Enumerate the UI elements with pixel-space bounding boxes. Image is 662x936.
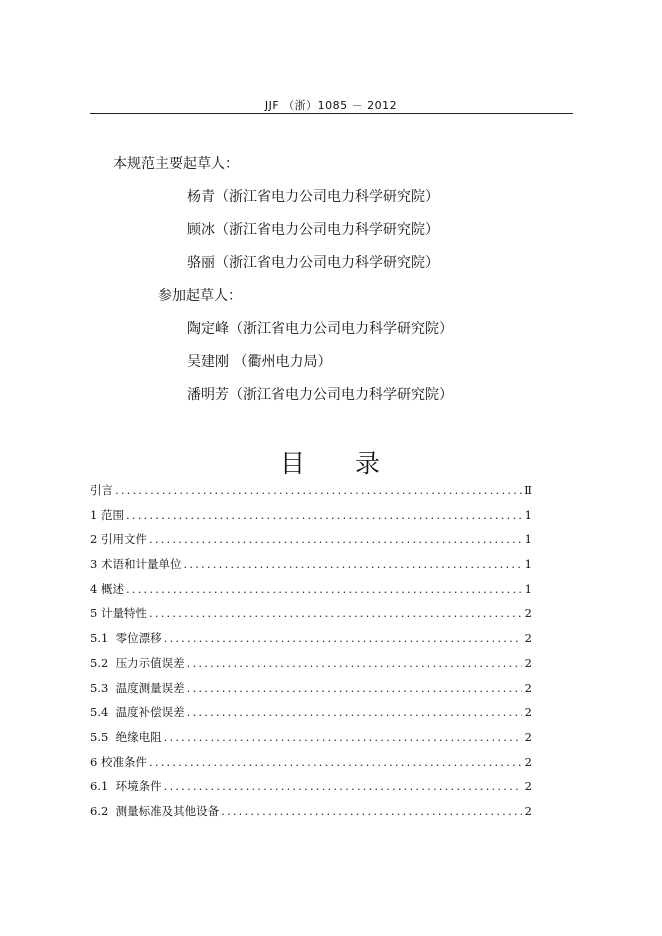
toc-entry-page: 2 xyxy=(524,655,532,670)
main-drafters-heading: 本规范主要起草人： xyxy=(113,156,239,172)
participating-drafters-heading: 参加起草人： xyxy=(158,288,242,304)
toc-entry-page: Ⅱ xyxy=(524,483,532,497)
toc-entry-page: 2 xyxy=(524,803,532,818)
toc-leader-dots xyxy=(221,799,522,824)
toc-entry-label: 5.5 绝缘电阻 xyxy=(90,729,162,744)
main-drafter: 骆丽（浙江省电力公司电力科学研究院） xyxy=(187,255,439,271)
toc-leader-dots xyxy=(126,503,522,528)
main-drafter: 顾冰（浙江省电力公司电力科学研究院） xyxy=(187,222,439,238)
toc-entry[interactable] xyxy=(90,725,532,750)
toc-leader-dots xyxy=(164,626,522,651)
header-divider xyxy=(90,113,573,114)
toc-entry-page: 2 xyxy=(524,606,532,621)
toc-entry-label: 4 概述 xyxy=(90,581,124,596)
toc-entry-label: 5.4 温度补偿误差 xyxy=(90,705,185,720)
toc-entry-label: 引言 xyxy=(90,483,113,497)
toc-title-left: 目 xyxy=(279,449,307,478)
toc-leader-dots xyxy=(149,750,522,775)
main-drafter: 杨青（浙江省电力公司电力科学研究院） xyxy=(187,189,439,205)
participating-drafter: 吴建刚 （衢州电力局） xyxy=(187,354,332,370)
toc-entry-page: 1 xyxy=(524,507,532,522)
toc-entry[interactable] xyxy=(90,527,532,552)
toc-entry[interactable] xyxy=(90,552,532,577)
toc-entry[interactable] xyxy=(90,750,532,775)
toc-entry-page: 1 xyxy=(524,532,532,547)
toc-entry-label: 2 引用文件 xyxy=(90,532,147,547)
toc-leader-dots xyxy=(187,676,522,701)
table-of-contents xyxy=(90,478,532,824)
toc-entry[interactable] xyxy=(90,503,532,528)
toc-leader-dots xyxy=(115,478,522,503)
toc-leader-dots xyxy=(187,700,522,725)
toc-leader-dots xyxy=(187,651,522,676)
toc-leader-dots xyxy=(164,774,522,799)
toc-leader-dots xyxy=(164,725,522,750)
toc-leader-dots xyxy=(149,601,522,626)
toc-entry-page: 2 xyxy=(524,754,532,769)
document-code-header: JJF （浙）1085 － 2012 xyxy=(264,99,398,112)
toc-entry-label: 3 术语和计量单位 xyxy=(90,557,182,572)
toc-entry-page: 2 xyxy=(524,729,532,744)
toc-entry-page: 2 xyxy=(524,680,532,695)
toc-entry-page: 1 xyxy=(524,581,532,596)
toc-entry-label: 5 计量特性 xyxy=(90,606,147,621)
toc-entry[interactable] xyxy=(90,601,532,626)
toc-leader-dots xyxy=(183,552,522,577)
toc-entry-label: 1 范围 xyxy=(90,507,124,522)
participating-drafter: 陶定峰（浙江省电力公司电力科学研究院） xyxy=(187,321,453,337)
toc-leader-dots xyxy=(126,577,522,602)
toc-entry-page: 2 xyxy=(524,779,532,794)
toc-entry[interactable] xyxy=(90,577,532,602)
toc-title-right: 录 xyxy=(355,449,383,478)
toc-entry-page: 2 xyxy=(524,705,532,720)
toc-entry-label: 5.2 压力示值误差 xyxy=(90,655,185,670)
participating-drafter: 潘明芳（浙江省电力公司电力科学研究院） xyxy=(187,387,453,403)
toc-entry-label: 6.2 测量标准及其他设备 xyxy=(90,803,220,818)
toc-entry-page: 1 xyxy=(524,557,532,572)
toc-leader-dots xyxy=(149,527,522,552)
toc-entry-page: 2 xyxy=(524,631,532,646)
toc-entry-label: 6 校准条件 xyxy=(90,754,147,769)
toc-entry[interactable] xyxy=(90,478,532,503)
toc-entry[interactable] xyxy=(90,676,532,701)
toc-entry[interactable] xyxy=(90,700,532,725)
toc-entry-label: 5.1 零位漂移 xyxy=(90,631,162,646)
toc-title xyxy=(0,444,662,480)
toc-entry[interactable] xyxy=(90,626,532,651)
toc-entry[interactable] xyxy=(90,774,532,799)
toc-entry-label: 5.3 温度测量误差 xyxy=(90,680,185,695)
toc-entry[interactable] xyxy=(90,799,532,824)
toc-entry[interactable] xyxy=(90,651,532,676)
toc-entry-label: 6.1 环境条件 xyxy=(90,779,162,794)
